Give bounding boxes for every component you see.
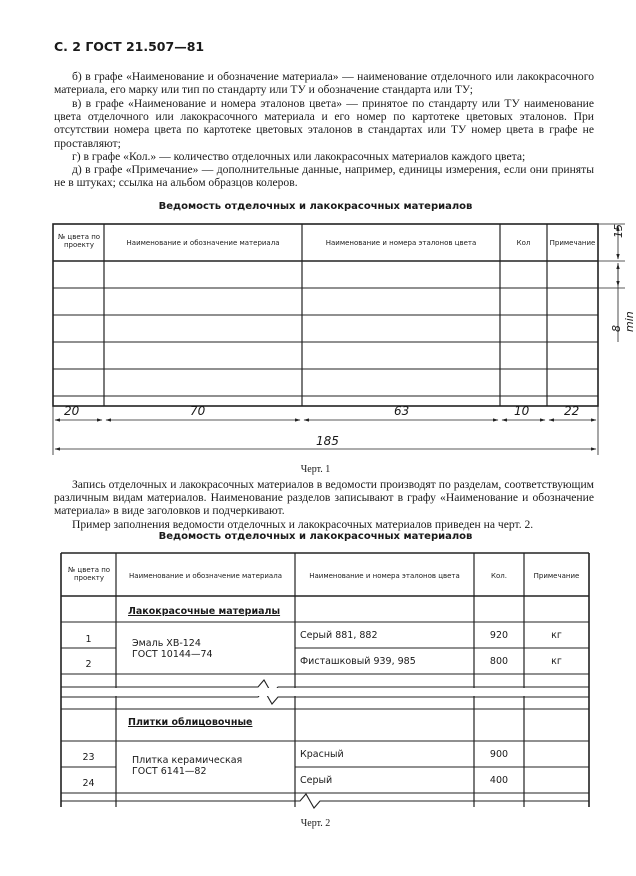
t2-header-color-no: № цвета по проекту bbox=[67, 566, 111, 582]
t2-header-note: Примечание bbox=[533, 572, 580, 580]
material-enamel-standard: ГОСТ 10144—74 bbox=[132, 649, 213, 660]
dim-col5: 22 bbox=[564, 404, 580, 418]
table1-title: Ведомость отделочных и лакокрасочных материалов bbox=[158, 201, 473, 212]
material-tile: Плитка керамическая bbox=[132, 755, 243, 766]
t2-header-color-standards: Наименование и номера эталонов цвета bbox=[309, 572, 460, 580]
section-paints: Лакокрасочные материалы bbox=[128, 606, 281, 617]
t2-header-material: Наименование и обозначение материала bbox=[129, 572, 282, 580]
row1-note: кг bbox=[551, 630, 562, 641]
row24-no: 24 bbox=[82, 778, 95, 789]
t1-header-note: Примечание bbox=[549, 239, 596, 247]
t2-header-qty: Кол. bbox=[491, 572, 507, 580]
material-tile-standard: ГОСТ 6141—82 bbox=[132, 766, 207, 777]
dim-col2: 70 bbox=[190, 404, 206, 418]
paragraph-v: в) в графе «Наименование и номера эталонов цвета» — принятое по стандарту или ТУ наименование цвета отделочного или лакокрасочного материала и его номер по картотеке цветовых эталонов. При отсутствии номера цвета по картотеке цветовых эталонов в стандартах или ТУ номер цвета в графе не проставляют; bbox=[54, 97, 594, 150]
dim-row-height: 8 min bbox=[610, 311, 636, 332]
dim-col1: 20 bbox=[64, 404, 80, 418]
row2-no: 2 bbox=[85, 659, 92, 670]
caption-2: Черт. 2 bbox=[300, 818, 331, 829]
row24-qty: 400 bbox=[489, 775, 509, 786]
row2-color: Фисташковый 939, 985 bbox=[300, 656, 416, 667]
t1-header-color-standards: Наименование и номера эталонов цвета bbox=[325, 239, 477, 247]
section-tiles: Плитки облицовочные bbox=[128, 717, 253, 728]
material-enamel: Эмаль ХВ-124 bbox=[132, 638, 201, 649]
row23-no: 23 bbox=[82, 752, 95, 763]
row23-color: Красный bbox=[300, 749, 344, 760]
paragraph-g: г) в графе «Кол.» — количество отделочных или лакокрасочных материалов каждого цвета; bbox=[72, 150, 526, 163]
page-header: С. 2 ГОСТ 21.507—81 bbox=[54, 39, 205, 54]
caption-1: Черт. 1 bbox=[300, 464, 331, 475]
t1-header-qty: Кол bbox=[516, 239, 531, 247]
paragraph-d: д) в графе «Примечание» — дополнительные данные, например, единицы измерения, если они приняты не в штуках; ссылка на альбом образцов колеров. bbox=[54, 163, 594, 190]
row1-color: Серый 881, 882 bbox=[300, 630, 378, 641]
row1-no: 1 bbox=[85, 634, 92, 645]
row2-note: кг bbox=[551, 656, 562, 667]
row2-qty: 800 bbox=[489, 656, 509, 667]
paragraph-example: Пример заполнения ведомости отделочных и лакокрасочных материалов приведен на черт. 2. bbox=[72, 518, 534, 531]
dim-total: 185 bbox=[316, 434, 339, 448]
table2-title: Ведомость отделочных и лакокрасочных материалов bbox=[158, 531, 473, 542]
row23-qty: 900 bbox=[489, 749, 509, 760]
row1-qty: 920 bbox=[489, 630, 509, 641]
paragraph-b: б) в графе «Наименование и обозначение материала» — наименование отделочного или лакокрасочного материала, его марку или тип по стандарту или ТУ и обозначение стандарта или ТУ; bbox=[54, 70, 594, 97]
row24-color: Серый bbox=[300, 775, 333, 786]
dim-col3: 63 bbox=[394, 404, 410, 418]
dim-col4: 10 bbox=[514, 404, 530, 418]
paragraph-sections: Запись отделочных и лакокрасочных материалов в ведомости производят по разделам, соответствующим различным видам материалов. Наименование разделов записывают в графу «Наименование и обозначение материала» в виде заголовков и подчеркивают. bbox=[54, 478, 594, 518]
t1-header-color-no: № цвета по проекту bbox=[57, 233, 101, 249]
t1-header-material: Наименование и обозначение материала bbox=[126, 239, 280, 247]
dim-header-height: 15 bbox=[612, 224, 625, 238]
